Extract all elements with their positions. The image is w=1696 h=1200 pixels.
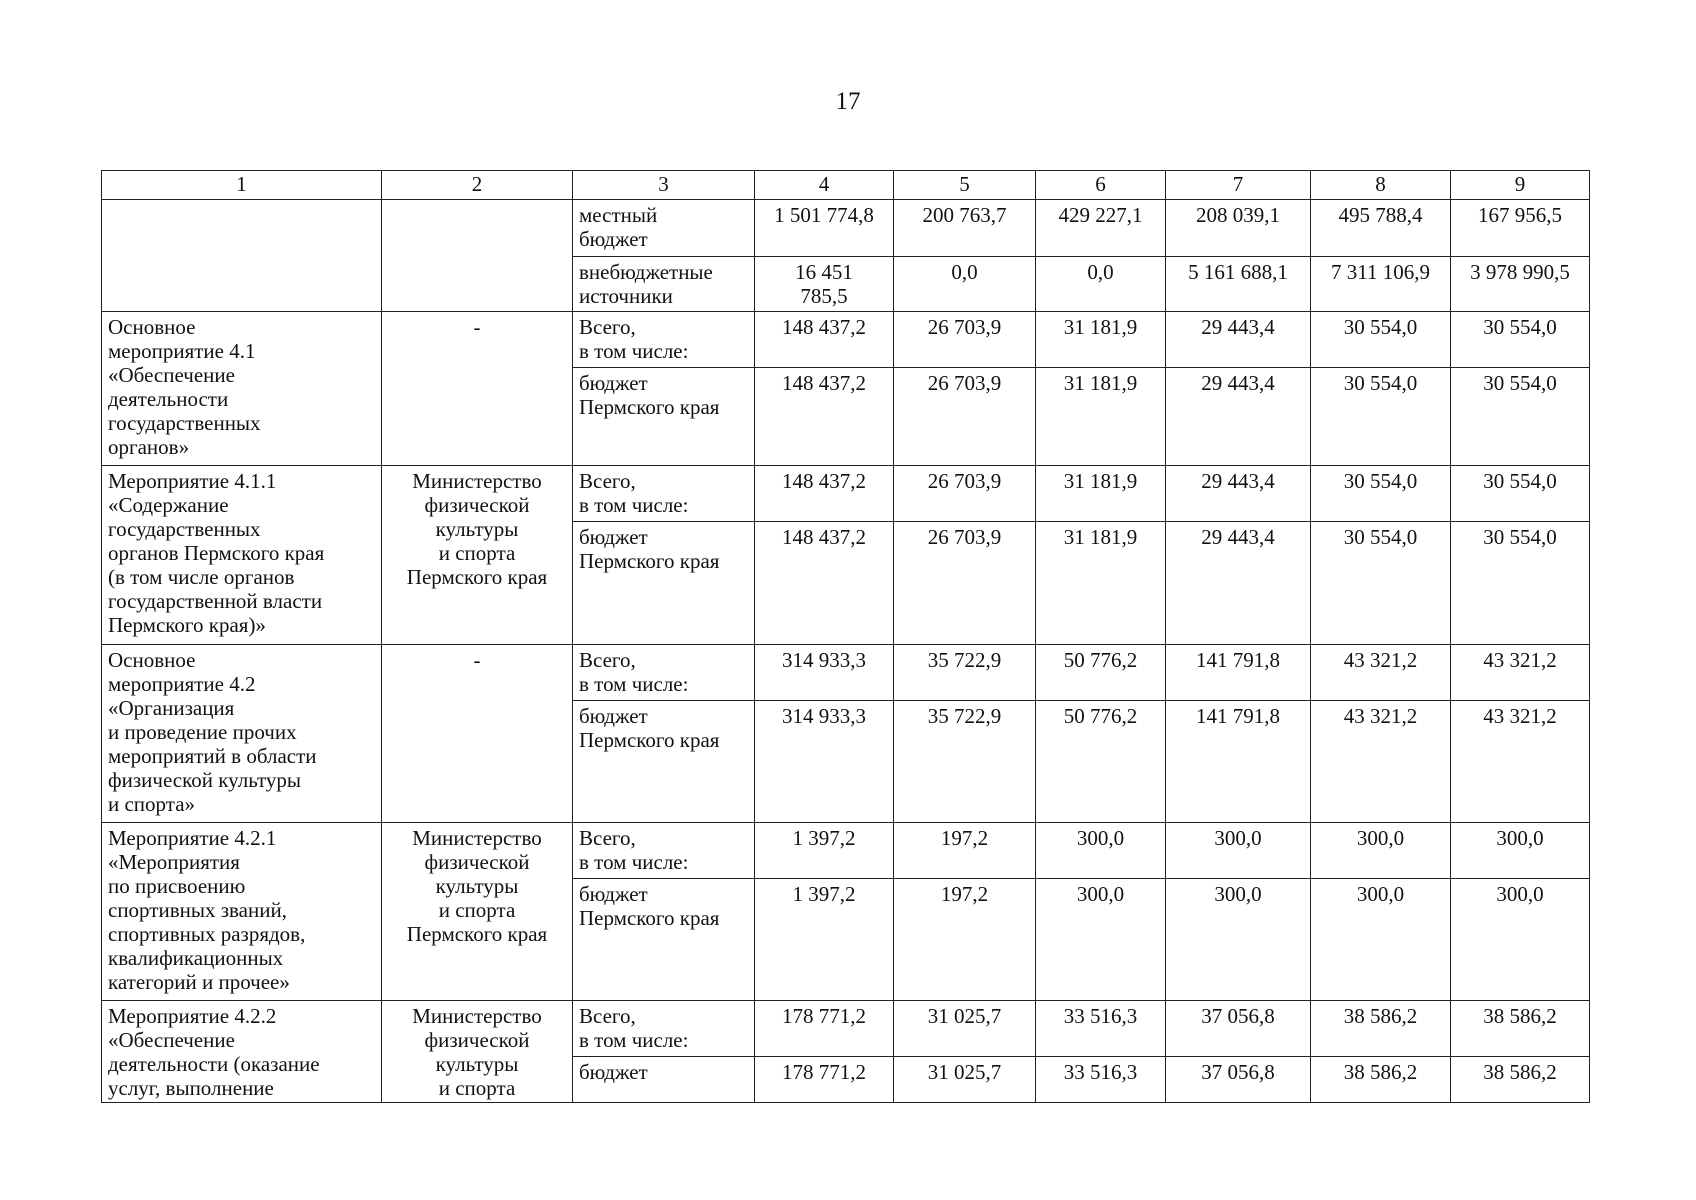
value-cell: 43 321,2	[1451, 701, 1590, 823]
funding-source: бюджет	[573, 1057, 755, 1103]
value-cell: 43 321,2	[1311, 701, 1451, 823]
value-cell: 148 437,2	[755, 522, 894, 645]
funding-source: Всего, в том числе:	[573, 466, 755, 522]
value-cell: 1 501 774,8	[755, 200, 894, 257]
funding-source: бюджет Пермского края	[573, 879, 755, 1001]
value-cell: 43 321,2	[1451, 645, 1590, 701]
value-cell: 7 311 106,9	[1311, 257, 1451, 312]
value-cell: 300,0	[1311, 879, 1451, 1001]
activity-name: Мероприятие 4.1.1 «Содержание государственных органов Пермского края (в том числе органов государственной власти Пермского края)»	[102, 466, 382, 645]
value-cell: 31 181,9	[1036, 312, 1166, 368]
value-cell: 30 554,0	[1311, 522, 1451, 645]
value-cell: 178 771,2	[755, 1057, 894, 1103]
header-cell: 4	[755, 171, 894, 200]
value-cell: 33 516,3	[1036, 1001, 1166, 1057]
value-cell: 300,0	[1451, 823, 1590, 879]
value-cell: 29 443,4	[1166, 522, 1311, 645]
value-cell: 16 451 785,5	[755, 257, 894, 312]
value-cell: 26 703,9	[894, 522, 1036, 645]
executor: -	[382, 312, 573, 466]
value-cell: 29 443,4	[1166, 466, 1311, 522]
value-cell: 50 776,2	[1036, 701, 1166, 823]
value-cell: 314 933,3	[755, 645, 894, 701]
funding-source: бюджет Пермского края	[573, 522, 755, 645]
value-cell: 30 554,0	[1311, 368, 1451, 466]
value-cell: 141 791,8	[1166, 645, 1311, 701]
value-cell: 30 554,0	[1451, 522, 1590, 645]
value-cell: 5 161 688,1	[1166, 257, 1311, 312]
value-cell: 37 056,8	[1166, 1001, 1311, 1057]
value-cell: 30 554,0	[1311, 312, 1451, 368]
value-cell: 29 443,4	[1166, 368, 1311, 466]
funding-source: внебюджетные источники	[573, 257, 755, 312]
value-cell: 30 554,0	[1451, 312, 1590, 368]
value-cell: 38 586,2	[1311, 1001, 1451, 1057]
funding-source: бюджет Пермского края	[573, 701, 755, 823]
header-cell: 8	[1311, 171, 1451, 200]
funding-source: местный бюджет	[573, 200, 755, 257]
executor	[382, 200, 573, 312]
value-cell: 31 025,7	[894, 1001, 1036, 1057]
value-cell: 148 437,2	[755, 368, 894, 466]
value-cell: 300,0	[1451, 879, 1590, 1001]
value-cell: 429 227,1	[1036, 200, 1166, 257]
header-cell: 6	[1036, 171, 1166, 200]
value-cell: 31 181,9	[1036, 466, 1166, 522]
value-cell: 300,0	[1036, 879, 1166, 1001]
value-cell: 167 956,5	[1451, 200, 1590, 257]
activity-name: Основное мероприятие 4.1 «Обеспечение деятельности государственных органов»	[102, 312, 382, 466]
value-cell: 30 554,0	[1451, 368, 1590, 466]
funding-source: бюджет Пермского края	[573, 368, 755, 466]
table-row	[102, 645, 1590, 701]
funding-source: Всего, в том числе:	[573, 823, 755, 879]
value-cell: 208 039,1	[1166, 200, 1311, 257]
value-cell: 35 722,9	[894, 645, 1036, 701]
value-cell: 1 397,2	[755, 879, 894, 1001]
page-number: 17	[835, 88, 861, 115]
value-cell: 178 771,2	[755, 1001, 894, 1057]
activity-name: Мероприятие 4.2.1 «Мероприятия по присвоению спортивных званий, спортивных разрядов, квалификационных категорий и прочее»	[102, 823, 382, 1001]
executor: Министерство физической культуры и спорта Пермского края	[382, 466, 573, 645]
value-cell: 26 703,9	[894, 466, 1036, 522]
header-cell: 1	[102, 171, 382, 200]
header-cell: 7	[1166, 171, 1311, 200]
value-cell: 31 181,9	[1036, 368, 1166, 466]
executor: Министерство физической культуры и спорта Пермского края	[382, 823, 573, 1001]
value-cell: 197,2	[894, 879, 1036, 1001]
header-cell: 5	[894, 171, 1036, 200]
value-cell: 300,0	[1036, 823, 1166, 879]
activity-name: Мероприятие 4.2.2 «Обеспечение деятельности (оказание услуг, выполнение	[102, 1001, 382, 1103]
executor: Министерство физической культуры и спорта	[382, 1001, 573, 1103]
value-cell: 314 933,3	[755, 701, 894, 823]
value-cell: 38 586,2	[1451, 1001, 1590, 1057]
table-row	[102, 823, 1590, 879]
activity-name: Основное мероприятие 4.2 «Организация и проведение прочих мероприятий в области физической культуры и спорта»	[102, 645, 382, 823]
value-cell: 38 586,2	[1311, 1057, 1451, 1103]
value-cell: 29 443,4	[1166, 312, 1311, 368]
header-cell: 2	[382, 171, 573, 200]
header-cell: 9	[1451, 171, 1590, 200]
executor: -	[382, 645, 573, 823]
value-cell: 197,2	[894, 823, 1036, 879]
value-cell: 1 397,2	[755, 823, 894, 879]
value-cell: 35 722,9	[894, 701, 1036, 823]
value-cell: 30 554,0	[1311, 466, 1451, 522]
value-cell: 495 788,4	[1311, 200, 1451, 257]
budget-table	[101, 170, 1590, 1103]
header-row	[102, 171, 1590, 200]
funding-source: Всего, в том числе:	[573, 645, 755, 701]
table-row	[102, 466, 1590, 522]
value-cell: 26 703,9	[894, 368, 1036, 466]
value-cell: 0,0	[894, 257, 1036, 312]
header-cell: 3	[573, 171, 755, 200]
table-row	[102, 200, 1590, 257]
value-cell: 31 025,7	[894, 1057, 1036, 1103]
value-cell: 38 586,2	[1451, 1057, 1590, 1103]
value-cell: 26 703,9	[894, 312, 1036, 368]
table-row	[102, 312, 1590, 368]
value-cell: 300,0	[1311, 823, 1451, 879]
value-cell: 148 437,2	[755, 466, 894, 522]
funding-source: Всего, в том числе:	[573, 312, 755, 368]
table-row	[102, 1001, 1590, 1057]
value-cell: 50 776,2	[1036, 645, 1166, 701]
value-cell: 31 181,9	[1036, 522, 1166, 645]
activity-name	[102, 200, 382, 312]
value-cell: 300,0	[1166, 879, 1311, 1001]
value-cell: 0,0	[1036, 257, 1166, 312]
value-cell: 37 056,8	[1166, 1057, 1311, 1103]
value-cell: 148 437,2	[755, 312, 894, 368]
value-cell: 200 763,7	[894, 200, 1036, 257]
value-cell: 30 554,0	[1451, 466, 1590, 522]
funding-source: Всего, в том числе:	[573, 1001, 755, 1057]
value-cell: 141 791,8	[1166, 701, 1311, 823]
value-cell: 33 516,3	[1036, 1057, 1166, 1103]
value-cell: 43 321,2	[1311, 645, 1451, 701]
value-cell: 300,0	[1166, 823, 1311, 879]
value-cell: 3 978 990,5	[1451, 257, 1590, 312]
